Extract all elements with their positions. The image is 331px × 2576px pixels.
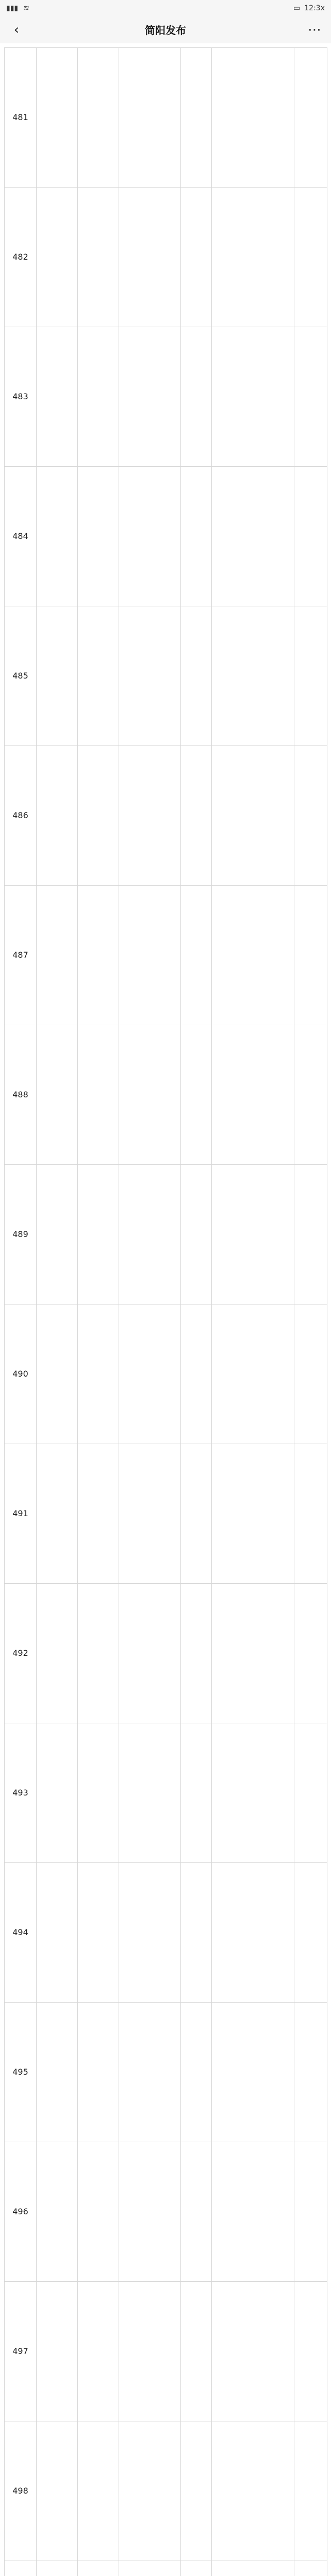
cell-community (78, 2561, 119, 2576)
cell-address (212, 1584, 294, 1723)
cell-town (37, 2282, 78, 2421)
table-row (5, 1025, 327, 1165)
cell-site (119, 1025, 181, 1165)
cell-community (78, 1584, 119, 1723)
page-title: 简阳发布 (145, 24, 186, 37)
cell-address (212, 1444, 294, 1584)
cell-index: 498 (5, 2421, 37, 2561)
cell-note (294, 606, 327, 746)
cell-address (212, 1165, 294, 1304)
cell-index: 484 (5, 467, 37, 606)
cell-type (181, 2282, 212, 2421)
cell-type (181, 606, 212, 746)
cell-town (37, 1863, 78, 2003)
cell-address (212, 2003, 294, 2142)
cell-community (78, 606, 119, 746)
battery-icon: ▭ (293, 4, 301, 12)
cell-town (37, 606, 78, 746)
table-row (5, 2421, 327, 2561)
cell-type (181, 48, 212, 188)
cell-note (294, 1304, 327, 1444)
cell-index: 495 (5, 2003, 37, 2142)
cell-town (37, 1444, 78, 1584)
cell-community (78, 886, 119, 1025)
cell-index: 493 (5, 1723, 37, 1863)
cell-town (37, 746, 78, 886)
cell-site (119, 1584, 181, 1723)
cell-index: 491 (5, 1444, 37, 1584)
table-row (5, 1304, 327, 1444)
cell-site (119, 2003, 181, 2142)
table-row (5, 886, 327, 1025)
table-row (5, 2142, 327, 2282)
cell-address (212, 2282, 294, 2421)
cell-town (37, 2003, 78, 2142)
cell-index: 485 (5, 606, 37, 746)
cell-note (294, 327, 327, 467)
table-row (5, 1584, 327, 1723)
cell-address (212, 188, 294, 327)
cell-type (181, 1584, 212, 1723)
cell-site (119, 1863, 181, 2003)
back-button[interactable] (6, 20, 27, 40)
table-row (5, 1863, 327, 2003)
cell-town (37, 1025, 78, 1165)
cell-address (212, 1304, 294, 1444)
cell-type (181, 1165, 212, 1304)
cell-community (78, 2142, 119, 2282)
cell-type (181, 2561, 212, 2576)
cell-site (119, 1165, 181, 1304)
table-row (5, 188, 327, 327)
cell-address (212, 48, 294, 188)
cell-type (181, 467, 212, 606)
table-body (5, 48, 327, 2576)
cell-type (181, 1444, 212, 1584)
cell-note (294, 467, 327, 606)
cell-type (181, 1025, 212, 1165)
cell-site (119, 606, 181, 746)
cell-note (294, 1863, 327, 2003)
cell-town (37, 327, 78, 467)
cell-town (37, 467, 78, 606)
cell-index: 494 (5, 1863, 37, 2003)
cell-address (212, 886, 294, 1025)
cell-site (119, 188, 181, 327)
cell-index: 490 (5, 1304, 37, 1444)
cell-community (78, 1165, 119, 1304)
cell-note (294, 2421, 327, 2561)
cell-town (37, 2561, 78, 2576)
cell-type (181, 1723, 212, 1863)
cell-index: 481 (5, 48, 37, 188)
cell-type (181, 2003, 212, 2142)
cell-index: 483 (5, 327, 37, 467)
back-icon: ‹ (13, 22, 20, 38)
table-row (5, 327, 327, 467)
cell-note (294, 1584, 327, 1723)
cell-community (78, 1025, 119, 1165)
cell-note (294, 1165, 327, 1304)
cell-note (294, 48, 327, 188)
status-right (293, 4, 325, 12)
cell-site (119, 2142, 181, 2282)
cell-site (119, 2282, 181, 2421)
table-row (5, 1723, 327, 1863)
wifi-icon: ≋ (23, 4, 29, 12)
cell-index: 489 (5, 1165, 37, 1304)
cell-type (181, 2142, 212, 2282)
cell-note (294, 188, 327, 327)
table-row (5, 746, 327, 886)
cell-community (78, 48, 119, 188)
cell-note (294, 2282, 327, 2421)
cell-site (119, 1444, 181, 1584)
cell-address (212, 2421, 294, 2561)
cell-community (78, 188, 119, 327)
cell-town (37, 2421, 78, 2561)
cell-index: 492 (5, 1584, 37, 1723)
cell-index: 488 (5, 1025, 37, 1165)
cell-town (37, 1165, 78, 1304)
cell-note (294, 886, 327, 1025)
cell-community (78, 1444, 119, 1584)
table-row (5, 467, 327, 606)
cell-address (212, 1025, 294, 1165)
cell-note (294, 1444, 327, 1584)
cell-town (37, 1304, 78, 1444)
table-row (5, 2561, 327, 2576)
cell-note (294, 2142, 327, 2282)
cell-community (78, 1723, 119, 1863)
table-row (5, 606, 327, 746)
cell-community (78, 467, 119, 606)
app-header (0, 16, 331, 43)
cell-note (294, 2003, 327, 2142)
table-row (5, 1444, 327, 1584)
listing-table (4, 47, 327, 2576)
signal-icon: ▮▮▮ (6, 4, 19, 12)
cell-type (181, 886, 212, 1025)
cell-community (78, 2421, 119, 2561)
table-row (5, 2003, 327, 2142)
cell-address (212, 2561, 294, 2576)
cell-community (78, 1863, 119, 2003)
cell-town (37, 1723, 78, 1863)
cell-site (119, 327, 181, 467)
cell-site (119, 2561, 181, 2576)
cell-address (212, 327, 294, 467)
cell-type (181, 327, 212, 467)
cell-type (181, 1863, 212, 2003)
cell-address (212, 1723, 294, 1863)
cell-address (212, 1863, 294, 2003)
cell-type (181, 746, 212, 886)
cell-site (119, 48, 181, 188)
cell-site (119, 2421, 181, 2561)
cell-town (37, 48, 78, 188)
cell-site (119, 886, 181, 1025)
cell-community (78, 2003, 119, 2142)
cell-index: 486 (5, 746, 37, 886)
cell-address (212, 746, 294, 886)
cell-community (78, 746, 119, 886)
table-row (5, 1165, 327, 1304)
cell-town (37, 188, 78, 327)
cell-index: 487 (5, 886, 37, 1025)
cell-type (181, 188, 212, 327)
cell-type (181, 2421, 212, 2561)
cell-town (37, 886, 78, 1025)
cell-site (119, 1723, 181, 1863)
cell-note (294, 746, 327, 886)
cell-index: 497 (5, 2282, 37, 2421)
more-button[interactable] (304, 20, 325, 40)
cell-community (78, 2282, 119, 2421)
cell-town (37, 1584, 78, 1723)
cell-index (5, 2561, 37, 2576)
cell-address (212, 467, 294, 606)
cell-town (37, 2142, 78, 2282)
cell-note (294, 1723, 327, 1863)
cell-site (119, 1304, 181, 1444)
cell-address (212, 606, 294, 746)
cell-index: 496 (5, 2142, 37, 2282)
status-left (6, 4, 29, 12)
cell-site (119, 467, 181, 606)
table-row (5, 48, 327, 188)
more-icon: ⋯ (308, 22, 321, 38)
cell-community (78, 327, 119, 467)
cell-community (78, 1304, 119, 1444)
cell-site (119, 746, 181, 886)
cell-note (294, 2561, 327, 2576)
cell-index: 482 (5, 188, 37, 327)
cell-address (212, 2142, 294, 2282)
table-row (5, 2282, 327, 2421)
status-time: 12:3x (304, 4, 325, 12)
cell-type (181, 1304, 212, 1444)
status-bar (0, 0, 331, 16)
cell-note (294, 1025, 327, 1165)
article-content (0, 43, 331, 2576)
